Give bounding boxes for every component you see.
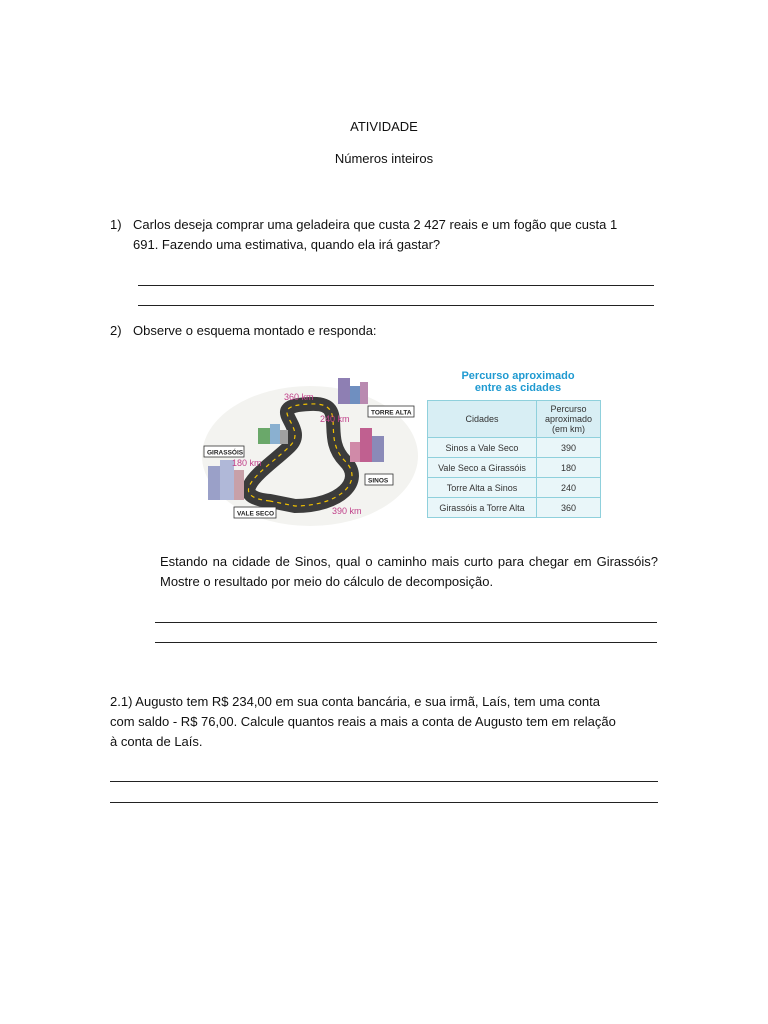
question-2-1-line-1: 2.1) Augusto tem R$ 234,00 em sua conta bancária, e sua irmã, Laís, tem uma conta bbox=[110, 694, 600, 709]
col-percurso-header-line-2: aproximado bbox=[544, 414, 593, 424]
page-title: ATIVIDADE bbox=[350, 119, 418, 134]
label-360: 360 km bbox=[284, 392, 314, 402]
route-km: 390 bbox=[537, 438, 601, 458]
table-title-line-2: entre as cidades bbox=[474, 382, 562, 394]
route-figure bbox=[200, 366, 620, 530]
question-1-text bbox=[133, 215, 663, 255]
table-row bbox=[428, 438, 601, 458]
col-cidades-header: Cidades bbox=[428, 401, 537, 438]
answer-line[interactable] bbox=[138, 285, 654, 286]
question-2-1-line-2: com saldo - R$ 76,00. Calcule quantos reais a mais a conta de Augusto tem em relação bbox=[110, 714, 616, 729]
question-1-number: 1) bbox=[110, 217, 122, 232]
answer-line[interactable] bbox=[138, 305, 654, 306]
label-180: 180 km bbox=[232, 458, 262, 468]
route-name: Vale Seco a Girassóis bbox=[428, 458, 537, 478]
answer-line[interactable] bbox=[155, 642, 657, 643]
question-2-number: 2) bbox=[110, 323, 122, 338]
label-390: 390 km bbox=[332, 506, 362, 516]
question-1-line-1: Carlos deseja comprar uma geladeira que custa 2 427 reais e um fogão que custa 1 bbox=[133, 217, 618, 232]
label-vale-seco: VALE SECO bbox=[237, 510, 275, 518]
table-row bbox=[428, 498, 601, 518]
route-name: Sinos a Vale Seco bbox=[428, 438, 537, 458]
route-km: 180 bbox=[537, 458, 601, 478]
label-girassois: GIRASSÓIS bbox=[207, 449, 244, 457]
question-1-line-2: 691. Fazendo uma estimativa, quando ela irá gastar? bbox=[133, 237, 441, 252]
answer-line[interactable] bbox=[110, 781, 658, 782]
route-table bbox=[427, 400, 601, 518]
answer-line[interactable] bbox=[110, 802, 658, 803]
page-subtitle: Números inteiros bbox=[334, 151, 434, 166]
col-percurso-header-line-3: (em km) bbox=[552, 424, 585, 434]
question-2-text: Observe o esquema montado e responda: bbox=[133, 323, 377, 338]
question-2-prompt: Estando na cidade de Sinos, qual o caminho mais curto para chegar em Girassóis? Mostre o resultado por meio do cálculo de decomposição. bbox=[160, 554, 658, 589]
route-km: 360 bbox=[537, 498, 601, 518]
question-2-1-text bbox=[110, 692, 670, 752]
table-row bbox=[428, 478, 601, 498]
table-title bbox=[425, 370, 611, 394]
city-torre-alta-icon bbox=[338, 378, 368, 404]
table-title-line-1: Percurso aproximado bbox=[461, 370, 575, 382]
label-torre-alta: TORRE ALTA bbox=[371, 409, 412, 417]
col-percurso-header bbox=[537, 401, 601, 438]
col-percurso-header-line-1: Percurso bbox=[550, 404, 587, 414]
road-map-illustration bbox=[200, 366, 425, 530]
table-row bbox=[428, 458, 601, 478]
label-sinos: SINOS bbox=[368, 477, 389, 485]
route-name: Torre Alta a Sinos bbox=[428, 478, 537, 498]
route-km: 240 bbox=[537, 478, 601, 498]
label-240: 240 km bbox=[320, 414, 350, 424]
answer-line[interactable] bbox=[155, 622, 657, 623]
question-2-1-line-3: à conta de Laís. bbox=[110, 734, 203, 749]
table-header-row bbox=[428, 401, 601, 438]
route-name: Girassóis a Torre Alta bbox=[428, 498, 537, 518]
